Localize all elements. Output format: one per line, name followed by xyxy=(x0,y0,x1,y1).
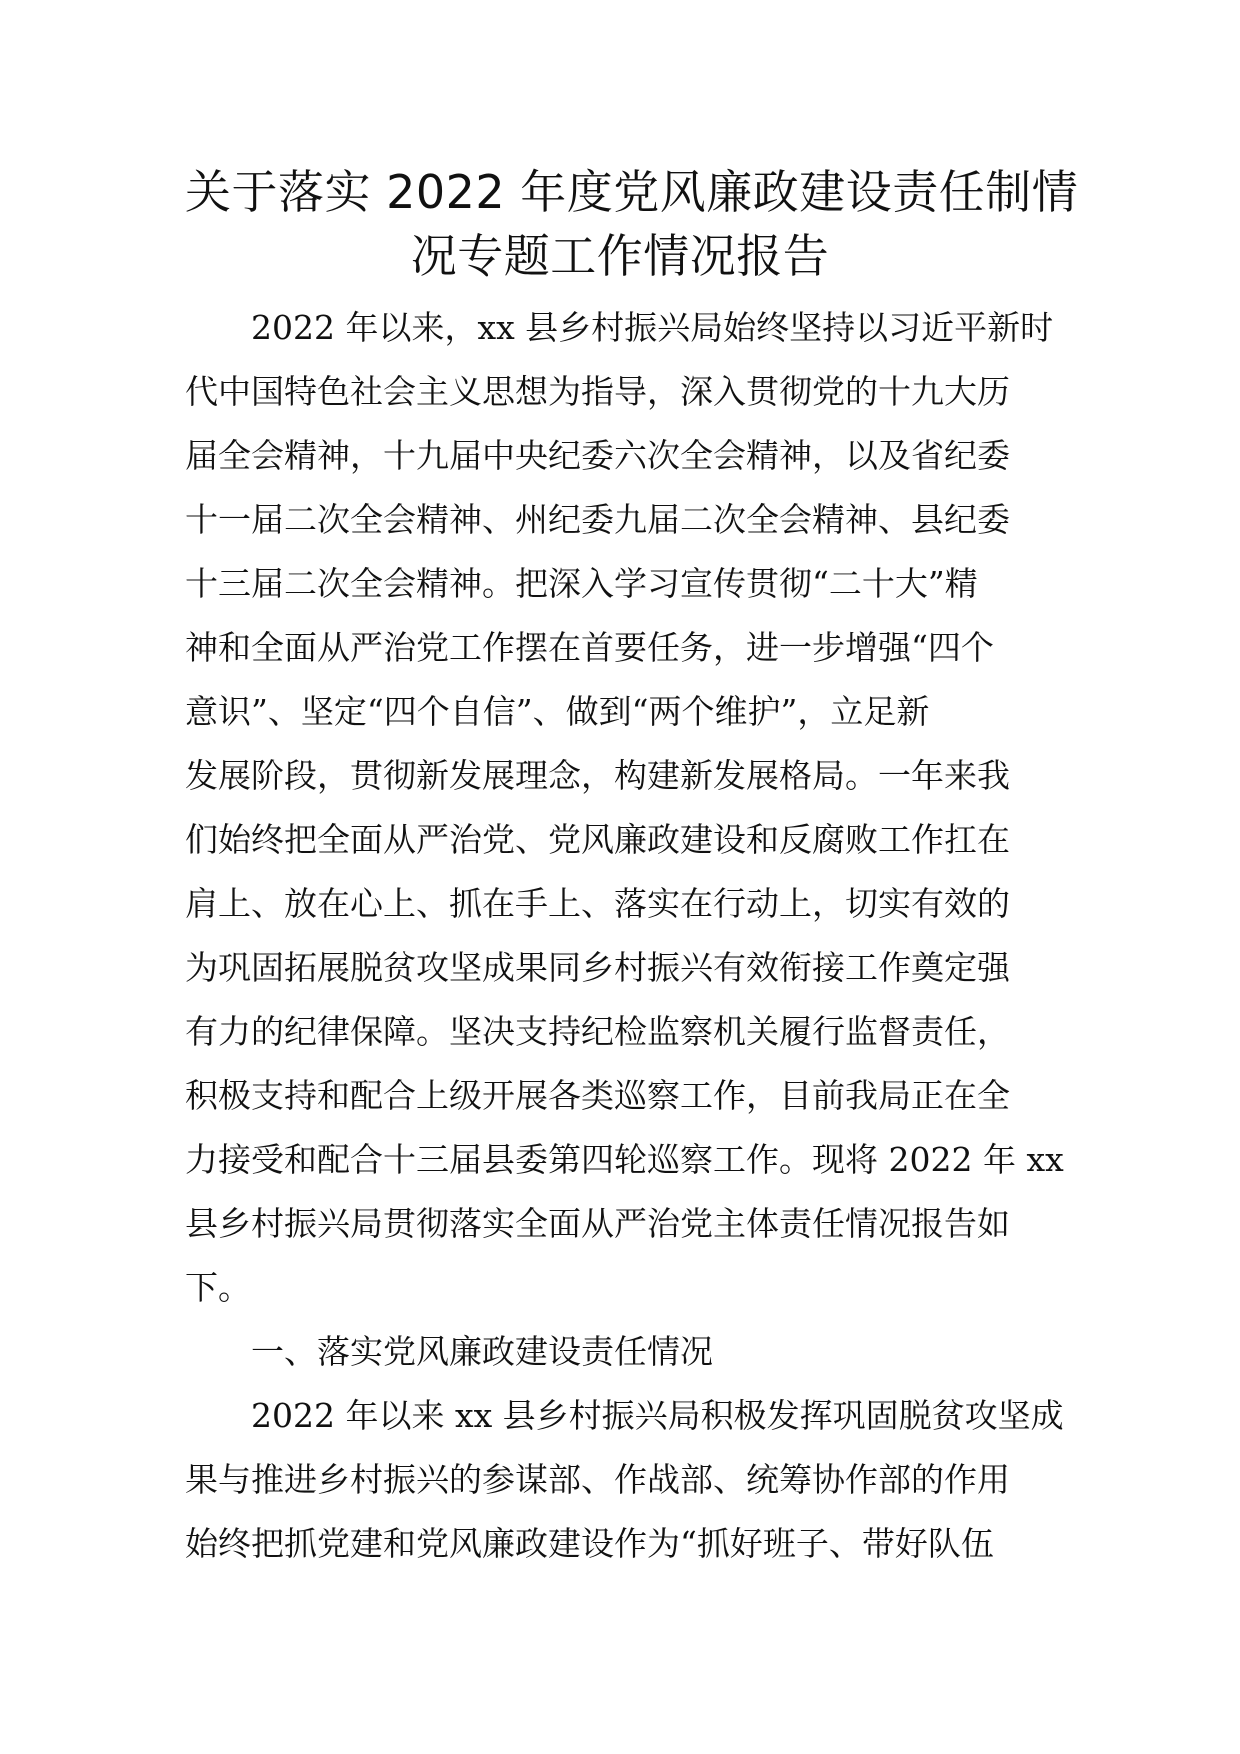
text-line: 力接受和配合十三届县委第四轮巡察工作。现将 2022 年 xx xyxy=(185,1140,1064,1179)
text-line: 有力的纪律保障。坚决支持纪检监察机关履行监督责任， xyxy=(185,1012,1010,1051)
text-line: 十三届二次全会精神。把深入学习宣传贯彻“二十大”精 xyxy=(185,564,978,603)
section-heading: 一、落实党风廉政建设责任情况 xyxy=(251,1332,713,1371)
text-line: 神和全面从严治党工作摆在首要任务，进一步增强“四个 xyxy=(185,628,994,667)
text-line: 积极支持和配合上级开展各类巡察工作，目前我局正在全 xyxy=(185,1076,1010,1115)
text-line: 县乡村振兴局贯彻落实全面从严治党主体责任情况报告如 xyxy=(185,1204,1010,1243)
text-line: 代中国特色社会主义思想为指导，深入贯彻党的十九大历 xyxy=(185,372,1010,411)
title-line: 关于落实 2022 年度党风廉政建设责任制情 xyxy=(185,165,1079,219)
text-line: 果与推进乡村振兴的参谋部、作战部、统筹协作部的作用 xyxy=(185,1460,1010,1499)
text-line: 2022 年以来，xx 县乡村振兴局始终坚持以习近平新时 xyxy=(251,308,1054,347)
text-line: 为巩固拓展脱贫攻坚成果同乡村振兴有效衔接工作奠定强 xyxy=(185,948,1010,987)
document-title xyxy=(185,160,1079,288)
text-line: 下。 xyxy=(185,1268,251,1307)
text-line: 们始终把全面从严治党、党风廉政建设和反腐败工作扛在 xyxy=(185,820,1010,859)
paragraph-section-1 xyxy=(185,1384,1064,1576)
text-line: 届全会精神，十九届中央纪委六次全会精神，以及省纪委 xyxy=(185,436,1010,475)
text-line: 肩上、放在心上、抓在手上、落实在行动上，切实有效的 xyxy=(185,884,1010,923)
document-body xyxy=(185,296,1064,1576)
text-line: 2022 年以来 xx 县乡村振兴局积极发挥巩固脱贫攻坚成 xyxy=(251,1396,1064,1435)
text-line: 始终把抓党建和党风廉政建设作为“抓好班子、带好队伍 xyxy=(185,1524,994,1563)
text-line: 十一届二次全会精神、州纪委九届二次全会精神、县纪委 xyxy=(185,500,1010,539)
text-line: 发展阶段，贯彻新发展理念，构建新发展格局。一年来我 xyxy=(185,756,1010,795)
paragraph-intro xyxy=(185,296,1064,1320)
text-line: 意识”、坚定“四个自信”、做到“两个维护”，立足新 xyxy=(185,692,930,731)
title-line: 况专题工作情况报告 xyxy=(410,229,830,283)
